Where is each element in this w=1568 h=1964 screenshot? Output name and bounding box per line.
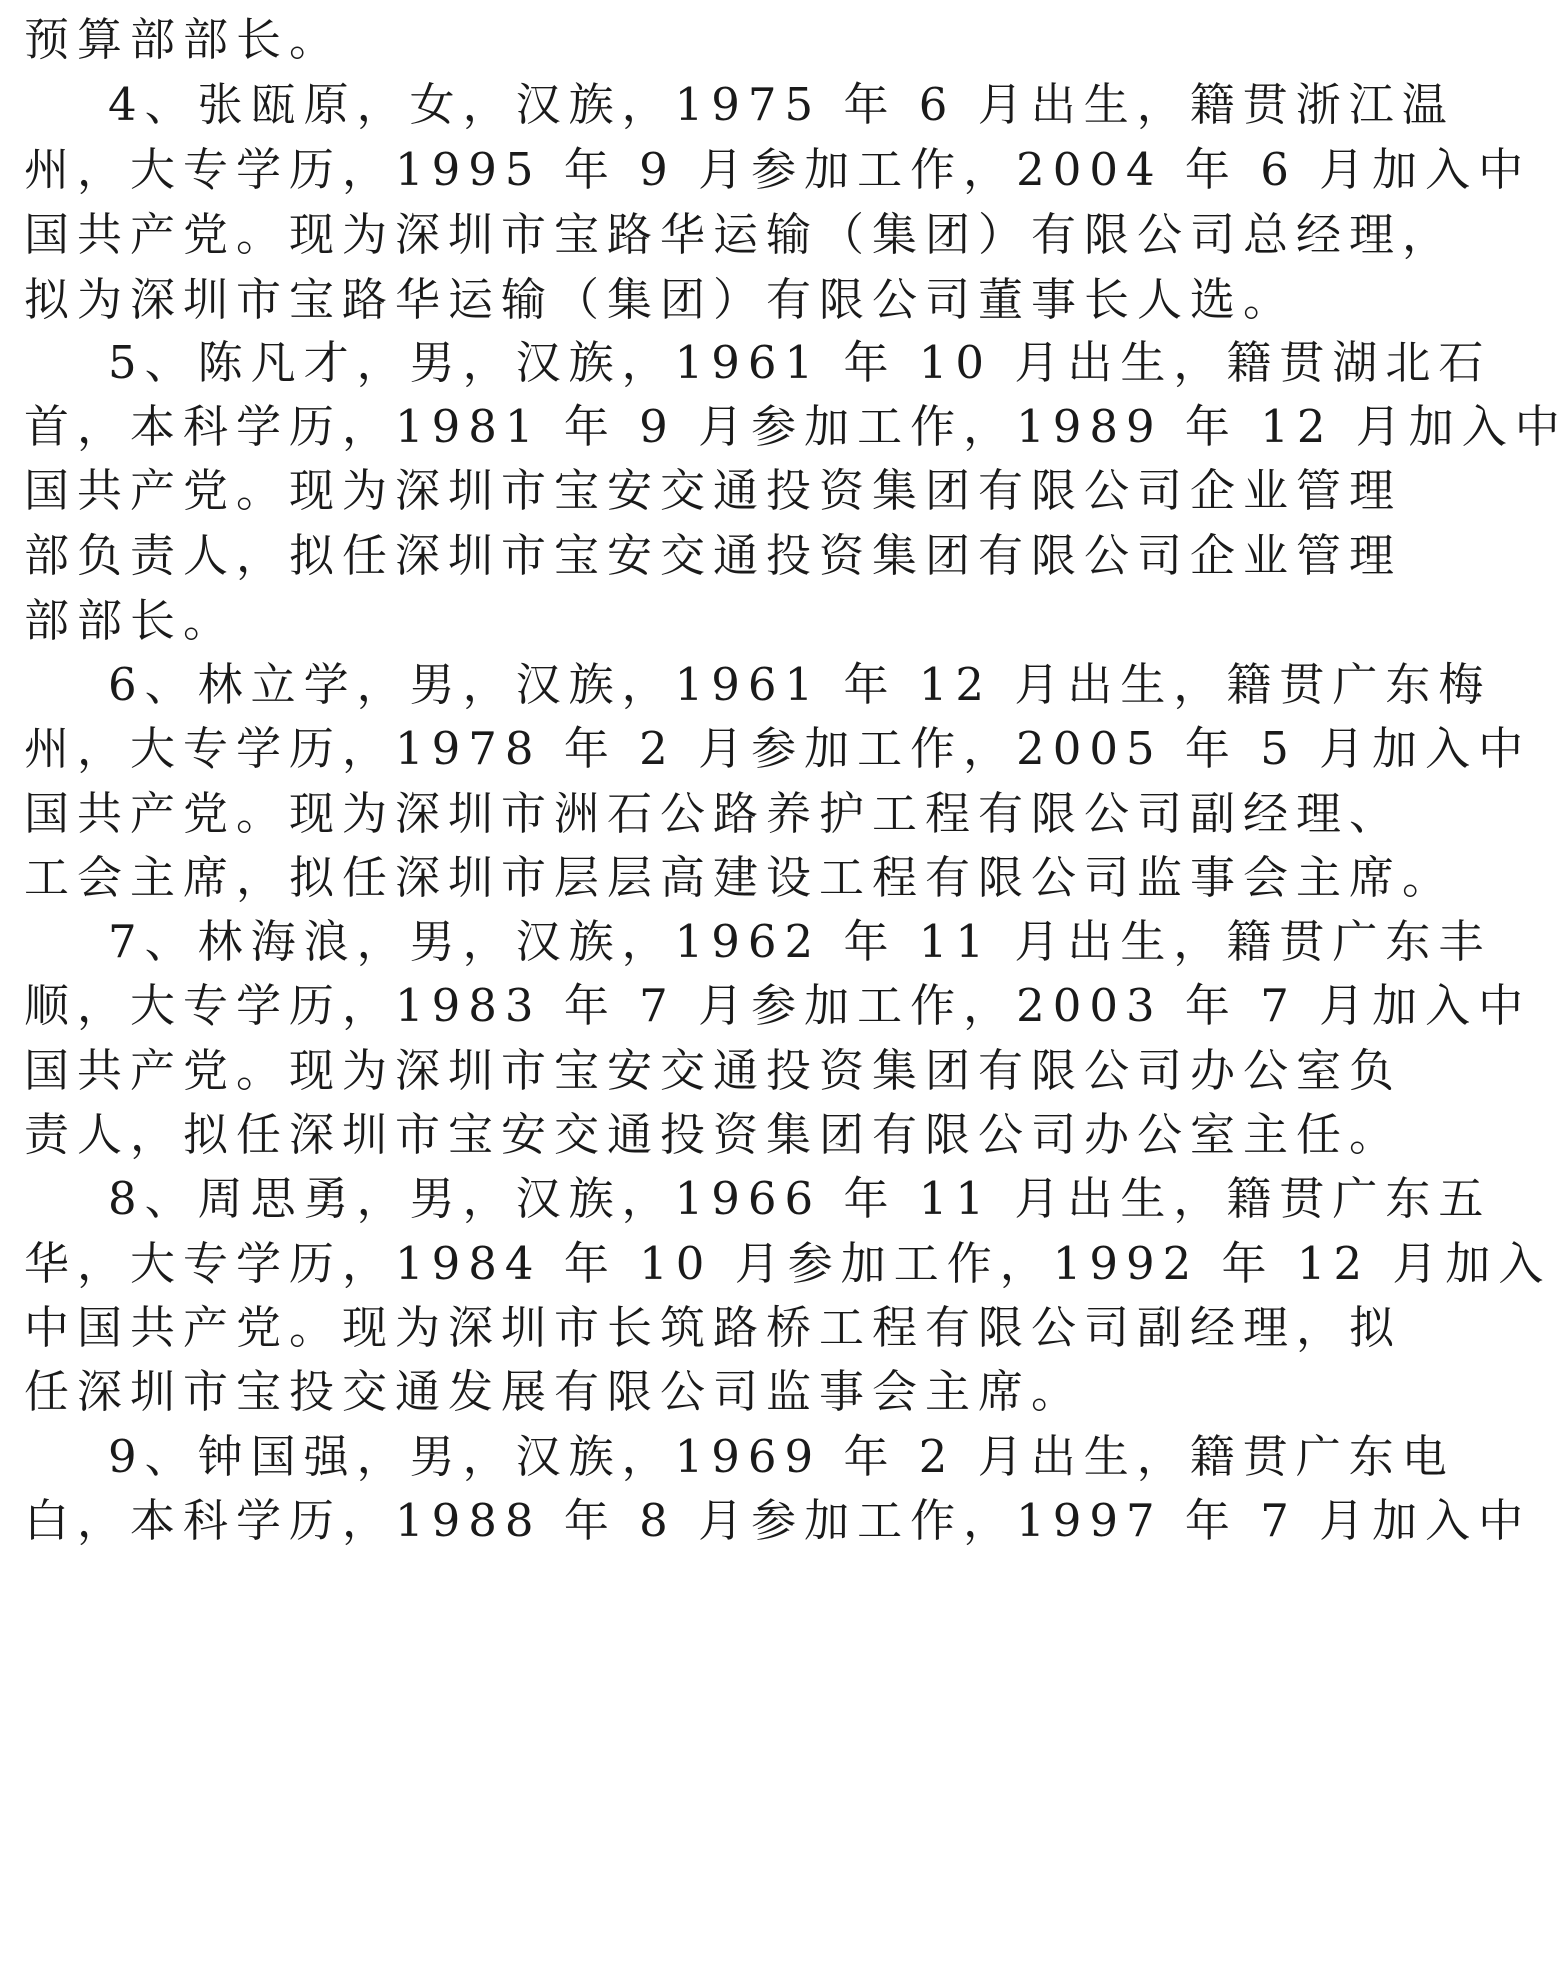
- paragraph-start-line: 8、周思勇，男，汉族，1966 年 11 月出生，籍贯广东五: [108, 1172, 1492, 1225]
- text-line: 州，大专学历，1978 年 2 月参加工作，2005 年 5 月加入中: [24, 722, 1532, 775]
- text-line: 国共产党。现为深圳市宝路华运输（集团）有限公司总经理，: [24, 208, 1456, 261]
- paragraph-start-line: 6、林立学，男，汉族，1961 年 12 月出生，籍贯广东梅: [108, 658, 1492, 711]
- text-line: 国共产党。现为深圳市宝安交通投资集团有限公司企业管理: [24, 464, 1403, 517]
- text-line: 责人，拟任深圳市宝安交通投资集团有限公司办公室主任。: [24, 1108, 1403, 1161]
- text-line: 部负责人，拟任深圳市宝安交通投资集团有限公司企业管理: [24, 529, 1403, 582]
- text-line: 拟为深圳市宝路华运输（集团）有限公司董事长人选。: [24, 273, 1297, 326]
- paragraph-start-line: 7、林海浪，男，汉族，1962 年 11 月出生，籍贯广东丰: [108, 915, 1492, 968]
- text-line: 顺，大专学历，1983 年 7 月参加工作，2003 年 7 月加入中: [24, 979, 1532, 1032]
- paragraph-start-line: 9、钟国强，男，汉族，1969 年 2 月出生，籍贯广东电: [108, 1430, 1455, 1483]
- text-line: 华，大专学历，1984 年 10 月参加工作，1992 年 12 月加入: [24, 1237, 1552, 1290]
- document-page: [24, 0, 1568, 1964]
- text-line: 州，大专学历，1995 年 9 月参加工作，2004 年 6 月加入中: [24, 143, 1532, 196]
- paragraph-start-line: 4、张瓯原，女，汉族，1975 年 6 月出生，籍贯浙江温: [108, 78, 1455, 131]
- text-line: 白，本科学历，1988 年 8 月参加工作，1997 年 7 月加入中: [24, 1494, 1532, 1547]
- text-line: 部部长。: [24, 594, 237, 647]
- text-line: 国共产党。现为深圳市宝安交通投资集团有限公司办公室负: [24, 1044, 1403, 1097]
- text-line: 中国共产党。现为深圳市长筑路桥工程有限公司副经理，拟: [24, 1301, 1403, 1354]
- text-line: 首，本科学历，1981 年 9 月参加工作，1989 年 12 月加入中: [24, 400, 1568, 453]
- text-line: 国共产党。现为深圳市洲石公路养护工程有限公司副经理、: [24, 787, 1403, 840]
- paragraph-start-line: 5、陈凡才，男，汉族，1961 年 10 月出生，籍贯湖北石: [108, 336, 1492, 389]
- text-line: 任深圳市宝投交通发展有限公司监事会主席。: [24, 1365, 1085, 1418]
- text-line: 工会主席，拟任深圳市层层高建设工程有限公司监事会主席。: [24, 851, 1456, 904]
- text-line: 预算部部长。: [24, 13, 343, 66]
